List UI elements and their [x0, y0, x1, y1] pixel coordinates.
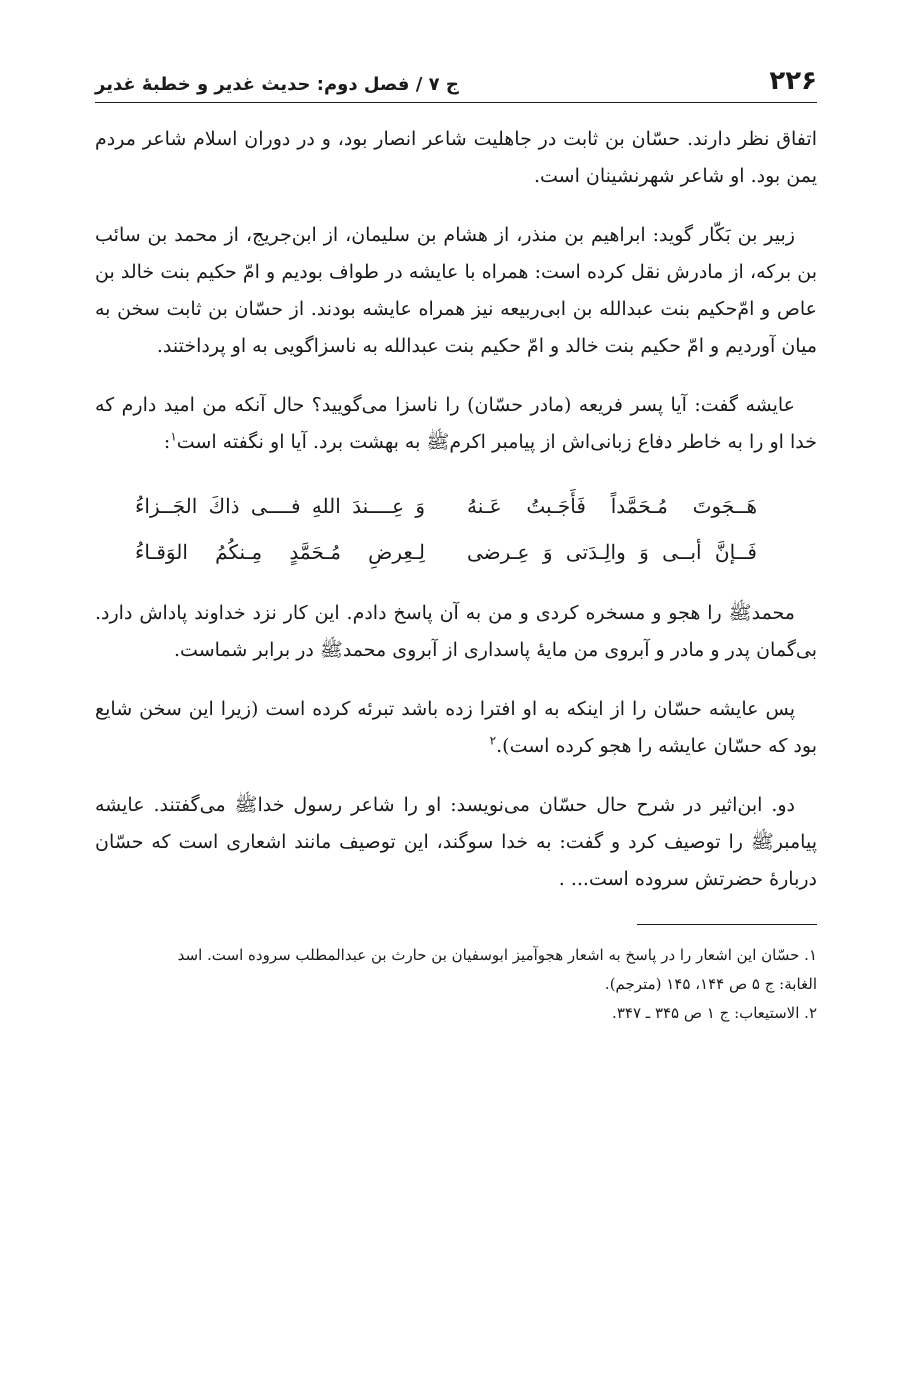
paragraph-2: زبیر بن بَکّار گوید: ابراهیم بن منذر، از هشام بن سلیمان، از ابن‌جریج، از محمد بن سائب بن برکه، از مادرش نقل کرده است: همراه با عایشه در طواف بودیم و امّ حکیم بنت خالد بن عاص و امّ‌حکیم بنت عبدالله بن ابی‌ربیعه نیز همراه عایشه بودند. از حسّان بن ثابت سخن به میان آوردیم و امّ حکیم بنت خالد و امّ حکیم بنت عبدالله به ناسزاگویی به او پرداختند. [95, 224, 817, 357]
poem-couplet-1 [95, 483, 817, 529]
paragraph-5-text: پس عایشه حسّان را از اینکه به او افترا زده باشد تبرئه کرده است (زیرا این سخن شایع بود که حسّان عایشه را هجو کرده است). [95, 698, 817, 757]
poem-hemistich-2-right: فَــإنَّ أبــی وَ والِـدَتی وَ عِـرضی [467, 540, 757, 564]
footnote-divider [637, 924, 817, 925]
book-page [95, 68, 817, 1028]
page-header [95, 68, 817, 103]
poem [95, 483, 817, 575]
paragraph-4: محمدﷺ را هجو و مسخره کردی و من به آن پاسخ دادم. این کار نزد خداوند پاداش دارد. بی‌گمان پدر و مادر و آبروی من مایهٔ پاسداری از آبروی محمدﷺ در برابر شماست. [95, 602, 817, 661]
poem-couplet-2 [95, 529, 817, 575]
footnote-2: ۲. الاستیعاب: ج ۱ ص ۳۴۵ ـ ۳۴۷. [612, 1004, 817, 1022]
paragraph-1: اتفاق نظر دارند. حسّان بن ثابت در جاهلیت شاعر انصار بود، و در دوران اسلام شاعر مردم یمن بود. او شاعر شهرنشینان است. [95, 128, 817, 187]
poem-hemistich-1-right: هَــجَوتَ مُـحَمَّداً فَأَجَـبتُ عَـنهُ [467, 494, 757, 518]
paragraph-6: دو. ابن‌اثیر در شرح حال حسّان می‌نویسد: او را شاعر رسول خداﷺ می‌گفتند. عایشه پیامبرﷺ را توصیف کرد و گفت: به خدا سوگند، این توصیف مانند اشعاری است که حسّان دربارهٔ حضرتش سروده است... . [95, 794, 817, 890]
footnotes [95, 941, 817, 1028]
paragraph-5 [95, 691, 817, 765]
footnote-ref-1: ۱ [170, 429, 177, 444]
paragraph-3-text: عایشه گفت: آیا پسر فریعه (مادر حسّان) را ناسزا می‌گویید؟ حال آنکه من امید دارم که خدا او را به خاطر دفاع زبانی‌اش از پیامبر اکرمﷺ به بهشت برد. آیا او نگفته است [95, 394, 817, 453]
footnote-1-line-2: الغابة: ج ۵ ص ۱۴۴، ۱۴۵ (مترجم). [604, 975, 817, 993]
footnote-1-line-1: ۱. حسّان این اشعار را در پاسخ به اشعار هجوآمیز ابوسفیان بن حارث بن عبدالمطلب سروده است. اسد [177, 946, 817, 964]
page-number: ۲۲۶ [769, 66, 817, 96]
poem-hemistich-1-left: وَ عِــــندَ اللهِ فــــی ذاكَ الجَــزاءُ [135, 494, 425, 518]
poem-hemistich-2-left: لِـعِرضِ مُـحَمَّدٍ مِـنكُمُ الوَقـاءُ [135, 540, 425, 564]
footnote-ref-2: ۲ [489, 733, 497, 748]
paragraph-3 [95, 387, 817, 461]
paragraph-3-colon: : [163, 431, 171, 453]
page-body [95, 121, 817, 898]
running-title: ج ۷ / فصل دوم: حدیث غدیر و خطبهٔ غدیر [95, 74, 459, 95]
